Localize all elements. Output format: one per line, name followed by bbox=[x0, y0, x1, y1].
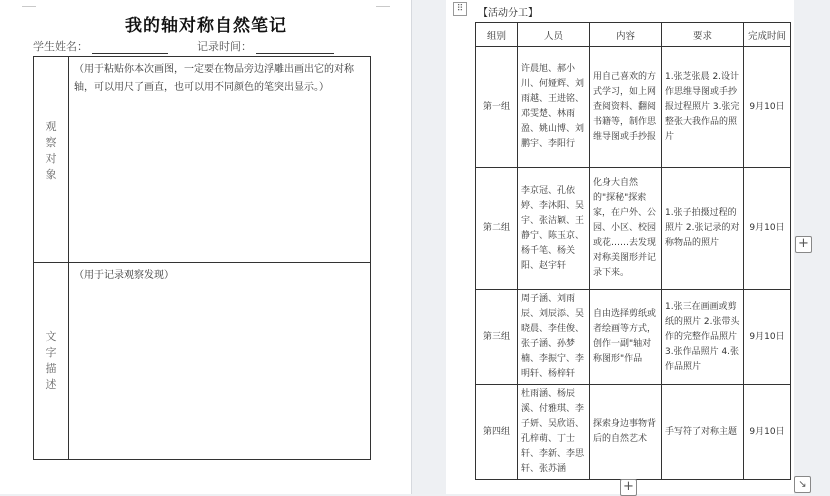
group-cell[interactable]: 第四组 bbox=[476, 385, 518, 480]
table-row bbox=[476, 168, 791, 290]
text-description-label bbox=[34, 329, 68, 393]
observe-object-label bbox=[34, 119, 68, 183]
record-date-field[interactable] bbox=[197, 38, 334, 54]
add-row-button[interactable]: + bbox=[620, 479, 637, 496]
members-cell[interactable]: 李京冠、孔依婷、李沐阳、吴宇、张洁颖、王静宁、陈玉京、杨千笔、杨关阳、赵宇轩 bbox=[518, 168, 590, 290]
header-time: 完成时间 bbox=[744, 23, 791, 47]
time-cell[interactable]: 9月10日 bbox=[744, 168, 791, 290]
page-corner-mark bbox=[376, 6, 390, 7]
table-divider bbox=[34, 262, 370, 263]
table-row bbox=[476, 290, 791, 385]
header-members: 人员 bbox=[518, 23, 590, 47]
student-name-underline bbox=[92, 41, 168, 54]
header-group: 组别 bbox=[476, 23, 518, 47]
table-header-row bbox=[476, 23, 791, 47]
members-cell[interactable]: 杜雨涵、杨辰溪、付雅琪、李子妍、吴欣语、孔梓萌、丁士轩、李新、李思轩、张苏涵 bbox=[518, 385, 590, 480]
label-char: 察 bbox=[45, 136, 57, 149]
label-char: 象 bbox=[45, 168, 57, 181]
label-char: 观 bbox=[45, 120, 57, 133]
record-date-label: 记录时间： bbox=[197, 40, 252, 53]
label-char: 描 bbox=[45, 362, 57, 375]
student-name-label: 学生姓名： bbox=[33, 40, 88, 53]
content-cell[interactable]: 化身大自然的"探秘"探索家，在户外、公园、小区、校园或花……去发现对称美图形并记录下来。 bbox=[590, 168, 662, 290]
label-char: 对 bbox=[45, 152, 57, 165]
section-title: 【活动分工】 bbox=[478, 8, 538, 19]
header-requirement: 要求 bbox=[662, 23, 744, 47]
time-cell[interactable]: 9月10日 bbox=[744, 290, 791, 385]
content-cell[interactable]: 用自己喜欢的方式学习，如上网查阅资料、翻阅书籍等，制作思维导图或手抄报 bbox=[590, 47, 662, 168]
header-content: 内容 bbox=[590, 23, 662, 47]
requirement-cell[interactable]: 手写符了对称主题 bbox=[662, 385, 744, 480]
time-cell[interactable]: 9月10日 bbox=[744, 385, 791, 480]
notes-table bbox=[33, 56, 371, 460]
requirement-cell[interactable]: 1.张子拍摄过程的照片 2.张记录的对称物品的照片 bbox=[662, 168, 744, 290]
members-cell[interactable]: 周子涵、刘雨辰、刘辰添、吴晓晨、李佳俊、张子涵、孙梦楠、李振宁、李明轩、杨梓轩 bbox=[518, 290, 590, 385]
resize-table-icon[interactable]: ↘ bbox=[794, 476, 811, 493]
document-title: 我的轴对称自然笔记 bbox=[125, 16, 287, 36]
table-move-handle-icon[interactable]: ⠿ bbox=[453, 2, 467, 16]
add-column-button[interactable]: + bbox=[795, 236, 812, 253]
group-cell[interactable]: 第二组 bbox=[476, 168, 518, 290]
record-date-underline bbox=[256, 41, 334, 54]
left-document-page bbox=[0, 0, 412, 494]
content-cell[interactable]: 自由选择剪纸或者绘画等方式，创作一副"轴对称图形"作品 bbox=[590, 290, 662, 385]
page-corner-mark bbox=[22, 6, 36, 7]
content-cell[interactable]: 探索身边事物背后的自然艺术 bbox=[590, 385, 662, 480]
members-cell[interactable]: 许晨旭、郝小川、何娅辉、刘雨越、王进铭、邓雯楚、林雨盈、姚山博、刘鹏宇、李阳行 bbox=[518, 47, 590, 168]
table-row bbox=[476, 385, 791, 480]
requirement-cell[interactable]: 1.张芝张晨 2.设计作思维导图或手抄报过程照片 3.张完整张大我作品的照片 bbox=[662, 47, 744, 168]
group-cell[interactable]: 第一组 bbox=[476, 47, 518, 168]
table-row bbox=[476, 47, 791, 168]
label-char: 文 bbox=[45, 330, 57, 343]
time-cell[interactable]: 9月10日 bbox=[744, 47, 791, 168]
activity-assignment-table bbox=[475, 22, 791, 480]
observe-object-cell[interactable]: （用于粘贴你本次画图，一定要在物品旁边浮雕出画出它的对称轴，可以用尺了画直，也可以用不同颜色的笔突出显示。） bbox=[74, 64, 354, 93]
student-name-field[interactable] bbox=[33, 38, 168, 54]
requirement-cell[interactable]: 1.张三在画画或剪纸的照片 2.张带头作的完整作品照片 3.张作品照片 4.张作品照片 bbox=[662, 290, 744, 385]
group-cell[interactable]: 第三组 bbox=[476, 290, 518, 385]
label-char: 述 bbox=[45, 378, 57, 391]
text-description-cell[interactable]: （用于记录观察发现） bbox=[74, 270, 174, 281]
label-char: 字 bbox=[45, 346, 57, 359]
table-divider bbox=[68, 57, 69, 459]
